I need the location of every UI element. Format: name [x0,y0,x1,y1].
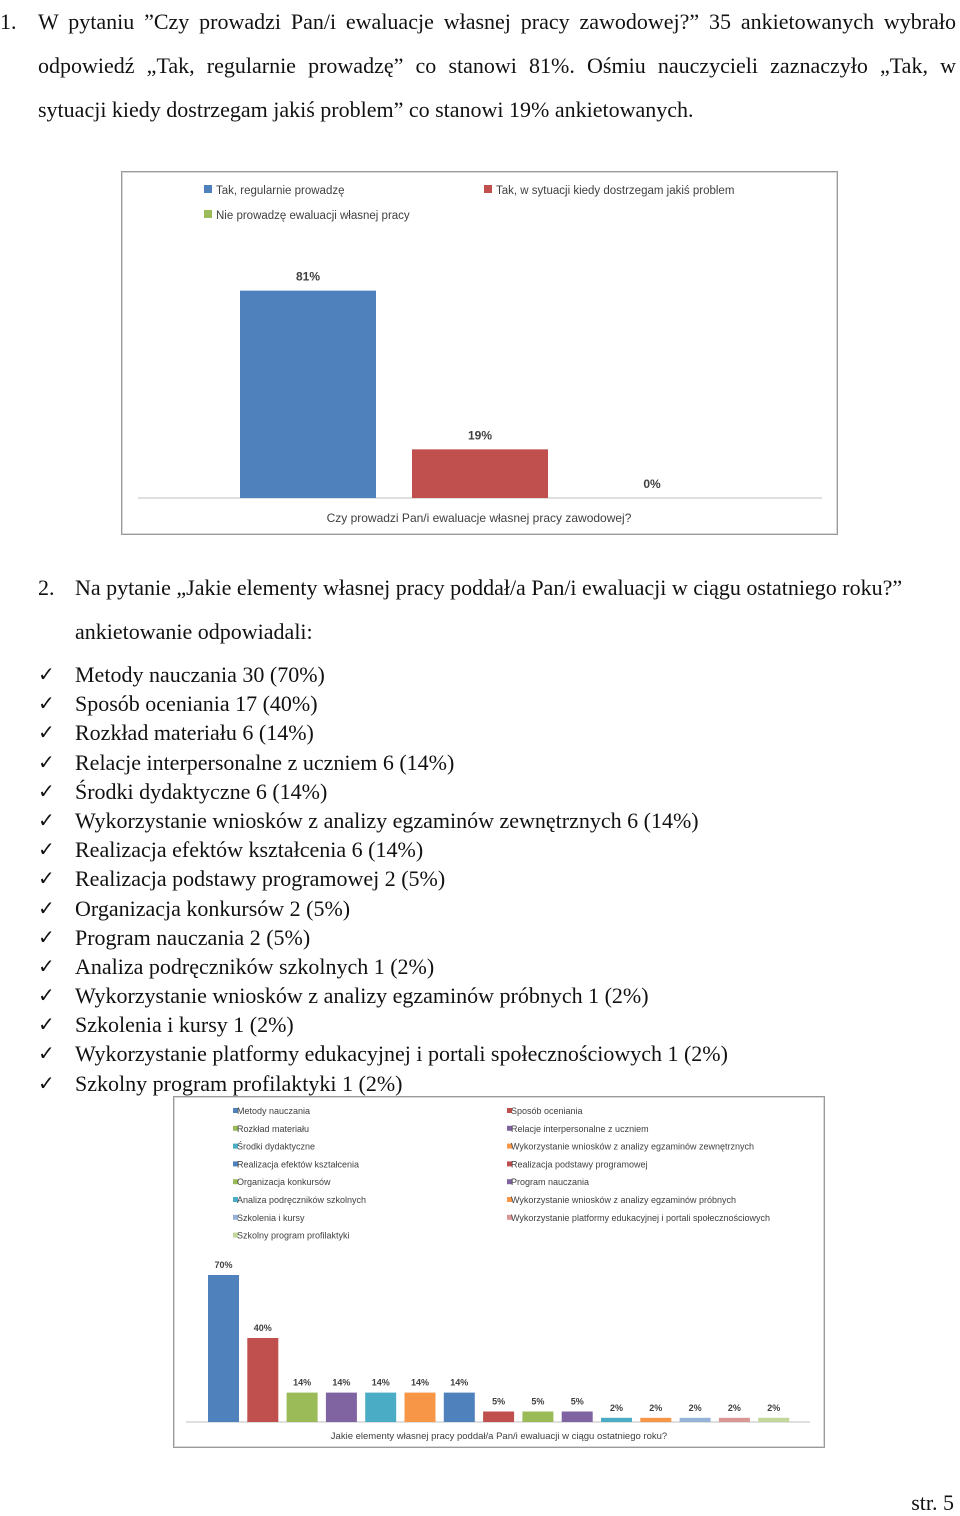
checklist-item-label: Rozkład materiału 6 (14%) [75,720,314,746]
legend-label: Wykorzystanie platformy edukacyjnej i portali społecznościowych [511,1212,771,1223]
bar [287,1393,318,1422]
section1-paragraph: W pytaniu ”Czy prowadzi Pan/i ewaluacje własnej pracy zawodowej?” 35 ankietowanych wybrało odpowiedź „Tak, regularnie prowadzę” co stanowi 81%. Ośmiu nauczycieli zaznaczyło „Tak, w sytuacji kiedy dostrzegam jakiś problem” co stanowi 19% ankietowanych. [38,9,956,122]
checklist-item-label: Metody nauczania 30 (70%) [75,662,325,687]
chart-1-svg [122,172,837,534]
data-label: 2% [767,1402,781,1413]
legend-swatch [484,185,492,193]
checkmark-icon: ✓ [38,749,55,774]
data-label: 2% [649,1402,663,1413]
section1-number: 1. [0,9,17,34]
checkmark-icon: ✓ [38,1012,55,1037]
bar [326,1393,357,1422]
legend-label: Realizacja efektów kształcenia [237,1159,360,1170]
legend-label: Rozkład materiału [237,1123,310,1134]
legend-label: Sposób oceniania [511,1106,583,1116]
checklist-item [38,894,938,923]
checklist-item-label: Analiza podręczników szkolnych 1 (2%) [75,953,435,979]
checklist-item-label: Środki dydaktyczne 6 (14%) [75,778,328,804]
checklist-item [38,981,938,1010]
bar [240,291,376,498]
checklist-item [38,806,938,835]
bar [483,1412,514,1423]
checkmark-icon: ✓ [38,866,55,891]
chart-2 [173,1096,825,1448]
legend-label: Organizacja konkursów [237,1177,331,1188]
legend-label: Wykorzystanie wniosków z analizy egzaminów próbnych [511,1195,737,1205]
legend-label: Program nauczania [511,1177,590,1188]
checkmark-icon: ✓ [38,1041,55,1066]
data-label: 5% [570,1396,584,1407]
section2-number: 2. [38,575,55,600]
checklist-item [38,835,938,864]
data-label: 14% [450,1377,469,1388]
checkmark-icon: ✓ [38,924,55,949]
checklist-item [38,689,938,718]
legend-label: Wykorzystanie wniosków z analizy egzaminów zewnętrznych [511,1141,755,1152]
checklist-item-label: Organizacja konkursów 2 (5%) [75,895,351,921]
legend-label: Szkolenia i kursy [237,1212,305,1223]
checkmark-icon: ✓ [38,837,55,862]
checklist-item [38,660,938,689]
checkmark-icon: ✓ [38,807,55,832]
legend-swatch [204,210,212,218]
checkmark-icon: ✓ [38,720,55,745]
checklist-item-label: Wykorzystanie wniosków z analizy egzaminów zewnętrznych 6 (14%) [75,807,699,833]
legend-swatch [204,185,212,193]
checklist-item-label: Relacje interpersonalne z uczniem 6 (14%) [75,749,455,775]
legend-label: Analiza podręczników szkolnych [237,1195,367,1205]
legend-label: Realizacja podstawy programowej [511,1159,648,1170]
chart-1 [121,171,838,535]
checkmark-icon: ✓ [38,662,55,686]
checklist-item-label: Szkolenia i kursy 1 (2%) [75,1012,294,1038]
section2-paragraph: Na pytanie „Jakie elementy własnej pracy poddał/a Pan/i ewaluacji w ciągu ostatniego roku?” ankietowanie odpowiadali: [75,575,903,644]
checklist-item-label: Realizacja podstawy programowej 2 (5%) [75,866,446,892]
data-label: 5% [531,1396,545,1407]
checkmark-icon: ✓ [38,895,55,920]
data-label: 2% [727,1402,741,1413]
checklist-item-label: Wykorzystanie platformy edukacyjnej i portali społecznościowych 1 (2%) [75,1041,728,1067]
checklist-item-label: Wykorzystanie wniosków z analizy egzaminów próbnych 1 (2%) [75,983,649,1009]
bar [601,1418,632,1422]
bar [412,449,548,498]
legend-label: Środki dydaktyczne [237,1141,316,1152]
bar [444,1393,475,1422]
data-label: 14% [293,1377,312,1388]
data-label: 14% [410,1377,430,1388]
bar [640,1418,671,1422]
bar [208,1275,239,1422]
data-label: 70% [214,1260,233,1270]
legend-label: Tak, w sytuacji kiedy dostrzegam jakiś problem [496,185,735,197]
checkmark-icon: ✓ [38,953,55,978]
legend-label: Tak, regularnie prowadzę [216,185,345,197]
legend-label: Nie prowadzę ewaluacji własnej pracy [216,210,410,222]
legend-label: Relacje interpersonalne z uczniem [511,1123,649,1134]
checkmark-icon: ✓ [38,1070,55,1095]
checklist-item-label: Realizacja efektów kształcenia 6 (14%) [75,837,424,863]
bar [719,1418,750,1422]
checkmark-icon: ✓ [38,983,55,1008]
checkmark-icon: ✓ [38,691,55,716]
data-label: 2% [688,1402,702,1413]
checklist-item-label: Program nauczania 2 (5%) [75,924,311,950]
bar [365,1393,396,1422]
data-label: 0% [643,477,661,491]
checklist-item [38,923,938,952]
bar [247,1338,278,1422]
bar [680,1418,711,1422]
checklist [38,660,938,1098]
data-label: 19% [467,428,493,443]
checklist-item [38,952,938,981]
legend-label: Szkolny program profilaktyki [237,1230,350,1241]
checklist-item-label: Szkolny program profilaktyki 1 (2%) [75,1070,403,1096]
checkmark-icon: ✓ [38,778,55,803]
checklist-item [38,748,938,777]
bar [522,1412,553,1423]
x-axis-title: Czy prowadzi Pan/i ewaluacje własnej pracy zawodowej? [326,511,632,525]
page-number: str. 5 [911,1490,954,1515]
checklist-item [38,864,938,893]
checklist-item [38,777,938,806]
chart-2-svg [174,1097,824,1447]
data-label: 81% [295,269,321,284]
bar [758,1418,789,1422]
checklist-item [38,1039,938,1068]
data-label: 14% [332,1377,351,1388]
checklist-item-label: Sposób oceniania 17 (40%) [75,691,318,717]
bar [562,1412,593,1423]
data-label: 40% [253,1323,272,1333]
bar [405,1393,436,1422]
x-axis-title: Jakie elementy własnej pracy poddał/a Pan/i ewaluacji w ciągu ostatniego roku? [330,1431,668,1442]
checklist-item [38,718,938,747]
data-label: 14% [371,1377,390,1388]
data-label: 5% [492,1396,506,1407]
data-label: 2% [609,1402,624,1413]
legend-label: Metody nauczania [237,1106,311,1116]
checklist-item [38,1010,938,1039]
checklist-item [38,1069,938,1098]
